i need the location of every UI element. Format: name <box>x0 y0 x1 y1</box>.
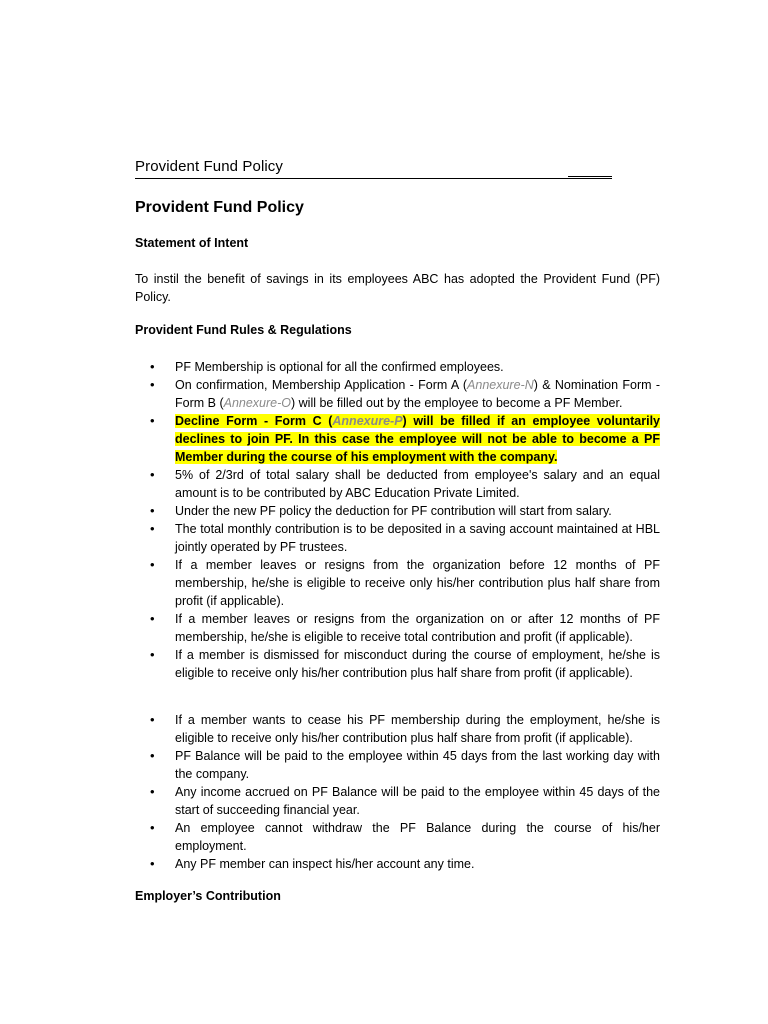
list-item-text: If a member leaves or resigns from the organization before 12 months of PF membership, he/she is eligible to receive only his/her contribution plus half share from profit (if applicable). <box>175 558 660 608</box>
list-item <box>175 358 660 376</box>
highlighted-text <box>175 414 660 464</box>
header-rule <box>568 176 612 177</box>
list-item-text: ) & Nomination Form - Form B ( <box>175 378 660 410</box>
rules-list <box>175 358 660 682</box>
list-item-text: PF Balance will be paid to the employee within 45 days from the last working day with the company. <box>175 749 660 781</box>
list-item <box>175 466 660 502</box>
list-item-text: 5% of 2/3rd of total salary shall be deducted from employee's salary and an equal amount is to be contributed by ABC Education Private Limited. <box>175 468 660 500</box>
list-item <box>175 646 660 682</box>
document-title: Provident Fund Policy <box>135 199 304 216</box>
rules-list-continued <box>175 711 660 873</box>
list-item-text: An employee cannot withdraw the PF Balance during the course of his/her employment. <box>175 821 660 853</box>
list-item <box>175 783 660 819</box>
list-item <box>175 376 660 412</box>
annexure-reference: Annexure-P <box>332 414 403 428</box>
list-item-text: Any income accrued on PF Balance will be paid to the employee within 45 days of the start of succeeding financial year. <box>175 785 660 817</box>
statement-of-intent-text: To instil the benefit of savings in its employees ABC has adopted the Provident Fund (PF) Policy. <box>135 272 660 304</box>
statement-of-intent-heading: Statement of Intent <box>135 236 249 250</box>
annexure-reference: Annexure-O <box>223 396 292 410</box>
list-item-text: The total monthly contribution is to be deposited in a saving account maintained at HBL jointly operated by PF trustees. <box>175 522 660 554</box>
rules-heading: Provident Fund Rules & Regulations <box>135 323 352 337</box>
list-item-text: Any PF member can inspect his/her account any time. <box>175 857 475 871</box>
employer-contribution-heading: Employer’s Contribution <box>135 889 281 903</box>
annexure-reference: Annexure-N <box>467 378 534 392</box>
list-item-text: On confirmation, Membership Application - Form A ( <box>175 378 468 392</box>
list-item <box>175 819 660 855</box>
list-item <box>175 610 660 646</box>
list-item-highlighted <box>175 412 660 466</box>
list-item-text: If a member wants to cease his PF membership during the employment, he/she is eligible to receive only his/her contribution plus half share from profit (if applicable). <box>175 713 660 745</box>
header-rule <box>375 178 612 179</box>
list-item-text: ) will be filled out by the employee to become a PF Member. <box>291 396 623 410</box>
list-item-text: Under the new PF policy the deduction for PF contribution will start from salary. <box>175 504 612 518</box>
list-item <box>175 747 660 783</box>
header-rule <box>135 178 375 179</box>
list-item-text: ) will be filled if an employee voluntarily declines to join PF. In this case the employee will not be able to become a PF Member during the course of his employment with the company. <box>175 414 660 464</box>
list-item <box>175 556 660 610</box>
list-item-text: If a member leaves or resigns from the organization on or after 12 months of PF membership, he/she is eligible to receive total contribution and profit (if applicable). <box>175 612 660 644</box>
list-item <box>175 502 660 520</box>
list-item-text: If a member is dismissed for misconduct during the course of employment, he/she is eligible to receive only his/her contribution plus half share from profit (if applicable). <box>175 648 660 680</box>
list-item <box>175 711 660 747</box>
list-item-text: PF Membership is optional for all the confirmed employees. <box>175 360 504 374</box>
page-header-title: Provident Fund Policy <box>135 158 284 175</box>
list-item <box>175 520 660 556</box>
list-item <box>175 855 660 873</box>
list-item-text: Decline Form - Form C ( <box>175 414 333 428</box>
